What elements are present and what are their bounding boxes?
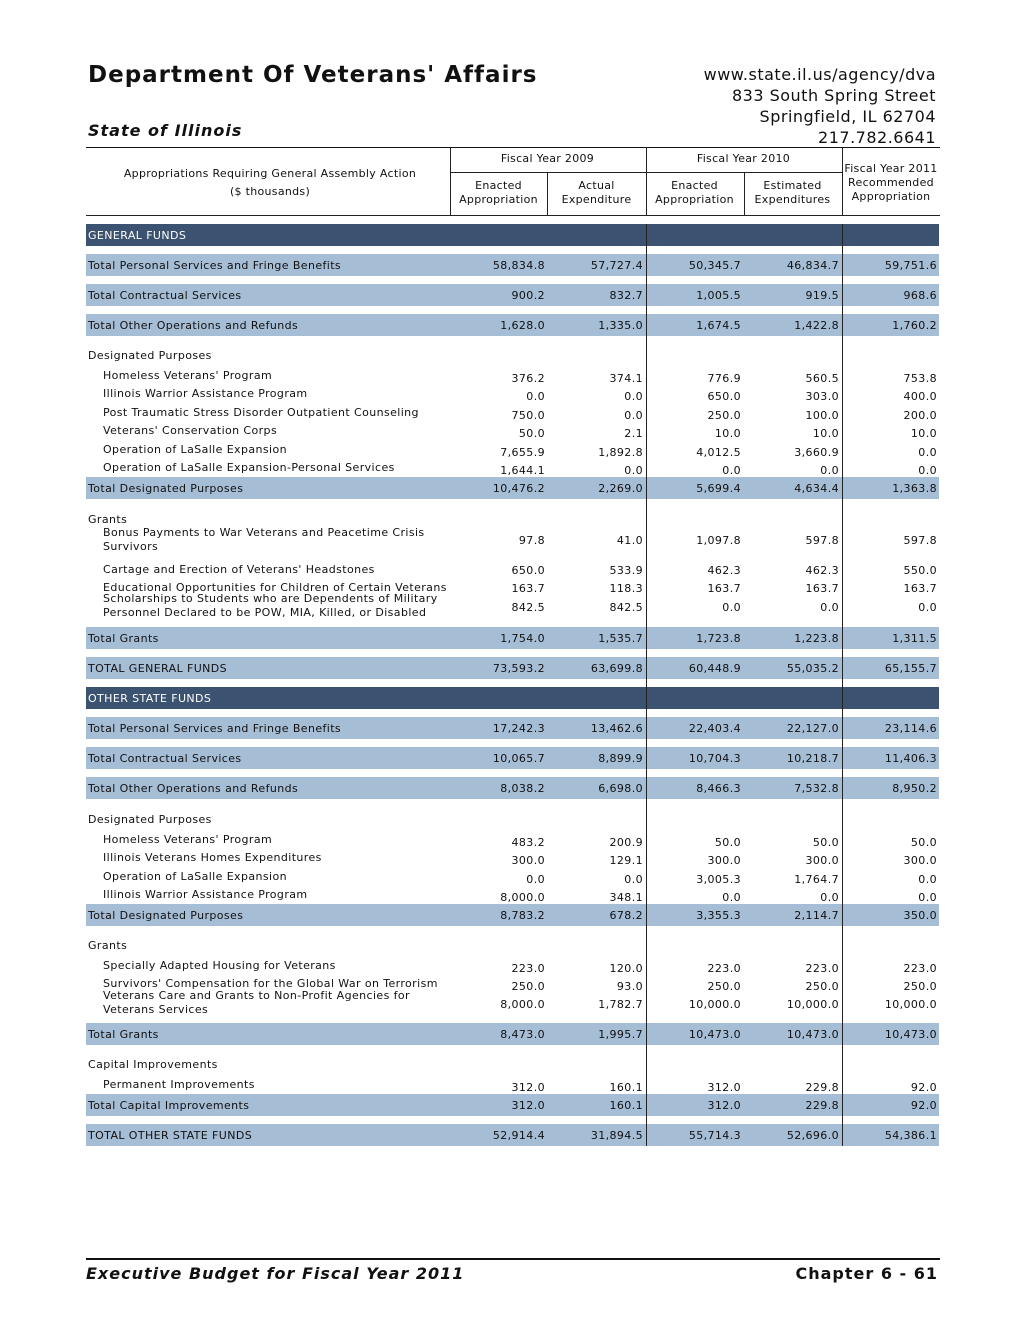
row-value: 8,000.0 xyxy=(500,891,545,904)
row-value: 560.5 xyxy=(805,372,839,385)
row-value: 462.3 xyxy=(707,564,741,577)
row-value: 22,403.4 xyxy=(688,722,741,735)
row-value: 2,114.7 xyxy=(794,909,839,922)
page-title: Department Of Veterans' Affairs xyxy=(88,62,538,88)
row-value: 750.0 xyxy=(511,409,545,422)
row-value: 300.0 xyxy=(511,854,545,867)
footer-page-number: Chapter 6 - 61 xyxy=(795,1264,938,1283)
row-value: 10,218.7 xyxy=(786,752,839,765)
row-value: 1,005.5 xyxy=(696,289,741,302)
row-value: 968.6 xyxy=(903,289,937,302)
row-value: 0.0 xyxy=(820,464,839,477)
total-row xyxy=(86,717,939,739)
row-value: 97.8 xyxy=(518,534,545,547)
row-label: Total Designated Purposes xyxy=(88,909,244,922)
row-value: 300.0 xyxy=(805,854,839,867)
row-value: 1,782.7 xyxy=(598,998,643,1011)
column-rule xyxy=(646,224,647,1146)
detail-row xyxy=(86,456,939,478)
detail-row xyxy=(86,883,939,905)
row-value: 10,473.0 xyxy=(688,1028,741,1041)
description-header xyxy=(100,167,440,199)
state-name: State of Illinois xyxy=(88,121,243,140)
row-value: 0.0 xyxy=(624,409,643,422)
row-value: 41.0 xyxy=(616,534,643,547)
description-header-line1: Appropriations Requiring General Assembly Action xyxy=(123,167,417,180)
row-value: 1,892.8 xyxy=(598,446,643,459)
group-heading: Grants xyxy=(88,939,128,952)
row-value: 223.0 xyxy=(707,962,741,975)
row-value: 54,386.1 xyxy=(884,1129,937,1142)
row-value: 0.0 xyxy=(918,891,937,904)
column-rule xyxy=(450,147,451,216)
row-value: 100.0 xyxy=(805,409,839,422)
row-value: 250.0 xyxy=(805,980,839,993)
agency-street: 833 South Spring Street xyxy=(731,86,936,105)
row-value: 550.0 xyxy=(903,564,937,577)
row-value: 776.9 xyxy=(707,372,741,385)
footer-rule xyxy=(86,1258,940,1260)
total-row xyxy=(86,254,939,276)
row-label: Homeless Veterans' Program xyxy=(103,369,273,382)
row-label: Veterans' Conservation Corps xyxy=(103,424,278,437)
fy2011-header-line2: Recommended xyxy=(848,176,934,189)
agency-contact xyxy=(704,64,936,148)
row-value: 50.0 xyxy=(714,836,741,849)
row-value: 250.0 xyxy=(511,980,545,993)
row-value: 1,363.8 xyxy=(892,482,937,495)
row-value: 50,345.7 xyxy=(688,259,741,272)
row-value: 300.0 xyxy=(903,854,937,867)
row-value: 8,038.2 xyxy=(500,782,545,795)
row-value: 842.5 xyxy=(511,601,545,614)
row-value: 229.8 xyxy=(805,1081,839,1094)
column-rule xyxy=(547,172,548,216)
row-value: 7,532.8 xyxy=(794,782,839,795)
row-value: 678.2 xyxy=(609,909,643,922)
row-label: Illinois Warrior Assistance Program xyxy=(103,387,308,400)
row-value: 0.0 xyxy=(918,464,937,477)
total-row xyxy=(86,627,939,649)
row-value: 200.0 xyxy=(903,409,937,422)
row-value: 5,699.4 xyxy=(696,482,741,495)
row-label: Total Capital Improvements xyxy=(88,1099,250,1112)
row-value: 597.8 xyxy=(903,534,937,547)
row-value: 374.1 xyxy=(609,372,643,385)
row-value: 1,754.0 xyxy=(500,632,545,645)
row-value: 65,155.7 xyxy=(884,662,937,675)
row-label: Operation of LaSalle Expansion-Personal Services xyxy=(103,461,395,474)
row-label: Total Grants xyxy=(88,632,159,645)
description-header-line2: ($ thousands) xyxy=(229,185,311,198)
row-label: TOTAL GENERAL FUNDS xyxy=(88,662,228,675)
row-value: 52,914.4 xyxy=(492,1129,545,1142)
row-value: 10,065.7 xyxy=(492,752,545,765)
row-value: 650.0 xyxy=(511,564,545,577)
grand-total-row xyxy=(86,657,939,679)
row-value: 55,035.2 xyxy=(786,662,839,675)
row-value: 3,660.9 xyxy=(794,446,839,459)
row-label: Educational Opportunities for Children of Certain Veterans xyxy=(103,581,447,594)
row-label: Total Designated Purposes xyxy=(88,482,244,495)
row-label: Permanent Improvements xyxy=(103,1078,255,1091)
agency-phone: 217.782.6641 xyxy=(818,128,936,147)
row-value: 4,012.5 xyxy=(696,446,741,459)
section-header-general-funds xyxy=(86,224,939,246)
row-value: 1,628.0 xyxy=(500,319,545,332)
row-label: Post Traumatic Stress Disorder Outpatient Counseling xyxy=(103,406,419,419)
row-value: 10,704.3 xyxy=(688,752,741,765)
row-value: 1,223.8 xyxy=(794,632,839,645)
row-value: 350.0 xyxy=(903,909,937,922)
row-value: 2,269.0 xyxy=(598,482,643,495)
row-label: GENERAL FUNDS xyxy=(88,229,187,242)
footer-title: Executive Budget for Fiscal Year 2011 xyxy=(86,1264,465,1283)
row-value: 300.0 xyxy=(707,854,741,867)
c4-header-line2: Expenditures xyxy=(754,193,831,206)
row-value: 163.7 xyxy=(707,582,741,595)
row-value: 303.0 xyxy=(805,390,839,403)
row-value: 0.0 xyxy=(722,601,741,614)
row-value: 312.0 xyxy=(707,1081,741,1094)
row-value: 11,406.3 xyxy=(884,752,937,765)
row-value: 63,699.8 xyxy=(590,662,643,675)
row-value: 1,311.5 xyxy=(892,632,937,645)
row-value: 0.0 xyxy=(624,464,643,477)
row-value: 753.8 xyxy=(903,372,937,385)
c4-header-line1: Estimated xyxy=(763,179,822,192)
total-row xyxy=(86,314,939,336)
row-value: 842.5 xyxy=(609,601,643,614)
row-value: 348.1 xyxy=(609,891,643,904)
row-value: 7,655.9 xyxy=(500,446,545,459)
row-label: Homeless Veterans' Program xyxy=(103,833,273,846)
row-value: 6,698.0 xyxy=(598,782,643,795)
c1-header-line2: Appropriation xyxy=(459,193,538,206)
row-value: 23,114.6 xyxy=(884,722,937,735)
row-value: 312.0 xyxy=(511,1081,545,1094)
c4-header xyxy=(744,179,841,207)
column-rule xyxy=(842,147,843,216)
row-value: 200.9 xyxy=(609,836,643,849)
row-value: 8,466.3 xyxy=(696,782,741,795)
fy2010-header: Fiscal Year 2010 xyxy=(696,152,791,165)
fy2011-header-line3: Appropriation xyxy=(851,190,931,203)
fy2011-header-line1: Fiscal Year 2011 xyxy=(844,162,938,175)
row-label: Illinois Veterans Homes Expenditures xyxy=(103,851,322,864)
total-row xyxy=(86,1094,939,1116)
row-value: 0.0 xyxy=(624,390,643,403)
row-label: Operation of LaSalle Expansion xyxy=(103,870,287,883)
group-heading: Designated Purposes xyxy=(88,813,212,826)
row-value: 10.0 xyxy=(714,427,741,440)
column-rule xyxy=(646,147,647,216)
row-value: 462.3 xyxy=(805,564,839,577)
row-label: Total Personal Services and Fringe Benefits xyxy=(88,259,342,272)
row-value: 250.0 xyxy=(707,980,741,993)
row-value: 229.8 xyxy=(805,1099,839,1112)
row-label: Total Other Operations and Refunds xyxy=(88,782,299,795)
row-value: 4,634.4 xyxy=(794,482,839,495)
row-value: 46,834.7 xyxy=(786,259,839,272)
row-value: 223.0 xyxy=(511,962,545,975)
total-row xyxy=(86,477,939,499)
row-value: 10,000.0 xyxy=(884,998,937,1011)
row-value: 0.0 xyxy=(820,601,839,614)
total-row xyxy=(86,1023,939,1045)
group-heading: Capital Improvements xyxy=(88,1058,218,1071)
row-value: 1,335.0 xyxy=(598,319,643,332)
row-value: 1,674.5 xyxy=(696,319,741,332)
row-value: 120.0 xyxy=(609,962,643,975)
row-label: TOTAL OTHER STATE FUNDS xyxy=(88,1129,253,1142)
row-value: 0.0 xyxy=(624,873,643,886)
row-value: 10,473.0 xyxy=(786,1028,839,1041)
row-value: 163.7 xyxy=(903,582,937,595)
row-value: 919.5 xyxy=(805,289,839,302)
row-value: 1,764.7 xyxy=(794,873,839,886)
row-label: Cartage and Erection of Veterans' Headstones xyxy=(103,563,375,576)
row-value: 22,127.0 xyxy=(786,722,839,735)
row-value: 10,000.0 xyxy=(688,998,741,1011)
row-value: 0.0 xyxy=(722,891,741,904)
row-value: 59,751.6 xyxy=(884,259,937,272)
row-value: 58,834.8 xyxy=(492,259,545,272)
row-value: 17,242.3 xyxy=(492,722,545,735)
column-rule xyxy=(744,172,745,216)
row-label: Total Other Operations and Refunds xyxy=(88,319,299,332)
row-value: 3,005.3 xyxy=(696,873,741,886)
row-value: 92.0 xyxy=(910,1099,937,1112)
row-value: 60,448.9 xyxy=(688,662,741,675)
row-value: 312.0 xyxy=(707,1099,741,1112)
c2-header-line2: Expenditure xyxy=(561,193,632,206)
row-value: 3,355.3 xyxy=(696,909,741,922)
row-value: 250.0 xyxy=(903,980,937,993)
row-label: Illinois Warrior Assistance Program xyxy=(103,888,308,901)
row-value: 0.0 xyxy=(526,390,545,403)
row-value: 223.0 xyxy=(903,962,937,975)
row-value: 0.0 xyxy=(820,891,839,904)
detail-row xyxy=(86,526,939,553)
c3-header-line2: Appropriation xyxy=(655,193,734,206)
total-row xyxy=(86,284,939,306)
row-value: 597.8 xyxy=(805,534,839,547)
detail-row xyxy=(86,1073,939,1095)
total-row xyxy=(86,777,939,799)
section-header-other-state-funds xyxy=(86,687,939,709)
row-value: 93.0 xyxy=(616,980,643,993)
row-value: 2.1 xyxy=(624,427,643,440)
row-value: 0.0 xyxy=(526,873,545,886)
agency-url[interactable]: www.state.il.us/agency/dva xyxy=(703,65,936,84)
c2-header-line1: Actual xyxy=(578,179,615,192)
row-value: 1,097.8 xyxy=(696,534,741,547)
row-label: Operation of LaSalle Expansion xyxy=(103,443,287,456)
row-value: 0.0 xyxy=(722,464,741,477)
row-value: 55,714.3 xyxy=(688,1129,741,1142)
row-value: 900.2 xyxy=(511,289,545,302)
row-value: 8,473.0 xyxy=(500,1028,545,1041)
row-value: 160.1 xyxy=(609,1081,643,1094)
row-value: 10,473.0 xyxy=(884,1028,937,1041)
row-value: 1,995.7 xyxy=(598,1028,643,1041)
row-value: 1,422.8 xyxy=(794,319,839,332)
row-value: 8,000.0 xyxy=(500,998,545,1011)
total-row xyxy=(86,904,939,926)
row-value: 8,950.2 xyxy=(892,782,937,795)
row-value: 1,644.1 xyxy=(500,464,545,477)
row-value: 483.2 xyxy=(511,836,545,849)
row-value: 57,727.4 xyxy=(590,259,643,272)
header-bottom-rule xyxy=(86,215,940,216)
row-value: 1,760.2 xyxy=(892,319,937,332)
c1-header-line1: Enacted xyxy=(475,179,522,192)
row-label: Veterans Care and Grants to Non-Profit Agencies for Veterans Services xyxy=(103,989,410,1016)
column-rule xyxy=(842,224,843,1146)
row-value: 250.0 xyxy=(707,409,741,422)
header-rule xyxy=(86,147,940,148)
row-value: 10,000.0 xyxy=(786,998,839,1011)
row-value: 1,535.7 xyxy=(598,632,643,645)
row-value: 832.7 xyxy=(609,289,643,302)
row-value: 8,899.9 xyxy=(598,752,643,765)
row-label: Total Grants xyxy=(88,1028,159,1041)
c2-header xyxy=(548,179,645,207)
row-label: Total Personal Services and Fringe Benefits xyxy=(88,722,342,735)
row-value: 376.2 xyxy=(511,372,545,385)
row-value: 650.0 xyxy=(707,390,741,403)
row-value: 31,894.5 xyxy=(590,1129,643,1142)
row-value: 10,476.2 xyxy=(492,482,545,495)
group-heading: Designated Purposes xyxy=(88,349,212,362)
row-value: 0.0 xyxy=(918,873,937,886)
detail-row xyxy=(86,989,939,1016)
row-value: 10.0 xyxy=(910,427,937,440)
row-value: 1,723.8 xyxy=(696,632,741,645)
detail-row xyxy=(86,592,939,619)
row-label: Specially Adapted Housing for Veterans xyxy=(103,959,336,972)
row-value: 8,783.2 xyxy=(500,909,545,922)
grand-total-row xyxy=(86,1124,939,1146)
row-value: 92.0 xyxy=(910,1081,937,1094)
fy2011-header xyxy=(842,162,940,204)
row-value: 118.3 xyxy=(609,582,643,595)
row-value: 50.0 xyxy=(518,427,545,440)
row-value: 163.7 xyxy=(511,582,545,595)
row-value: 160.1 xyxy=(609,1099,643,1112)
agency-city: Springfield, IL 62704 xyxy=(759,107,936,126)
row-value: 10.0 xyxy=(812,427,839,440)
row-value: 13,462.6 xyxy=(590,722,643,735)
row-value: 400.0 xyxy=(903,390,937,403)
row-label: Total Contractual Services xyxy=(88,752,242,765)
row-value: 50.0 xyxy=(812,836,839,849)
row-value: 312.0 xyxy=(511,1099,545,1112)
row-label: Total Contractual Services xyxy=(88,289,242,302)
row-value: 0.0 xyxy=(918,446,937,459)
group-heading: Grants xyxy=(88,513,128,526)
row-value: 0.0 xyxy=(918,601,937,614)
c3-header xyxy=(646,179,743,207)
row-value: 129.1 xyxy=(609,854,643,867)
row-label: OTHER STATE FUNDS xyxy=(88,692,212,705)
c1-header xyxy=(450,179,547,207)
total-row xyxy=(86,747,939,769)
row-value: 52,696.0 xyxy=(786,1129,839,1142)
row-label: Survivors' Compensation for the Global War on Terrorism xyxy=(103,977,438,990)
row-value: 163.7 xyxy=(805,582,839,595)
c3-header-line1: Enacted xyxy=(671,179,718,192)
row-label: Scholarships to Students who are Dependents of Military Personnel Declared to be POW, MIA, Killed, or Disabled xyxy=(103,592,438,619)
row-value: 50.0 xyxy=(910,836,937,849)
fy2009-header: Fiscal Year 2009 xyxy=(500,152,595,165)
row-value: 73,593.2 xyxy=(492,662,545,675)
row-value: 533.9 xyxy=(609,564,643,577)
row-value: 223.0 xyxy=(805,962,839,975)
row-label: Bonus Payments to War Veterans and Peacetime Crisis Survivors xyxy=(103,526,425,553)
